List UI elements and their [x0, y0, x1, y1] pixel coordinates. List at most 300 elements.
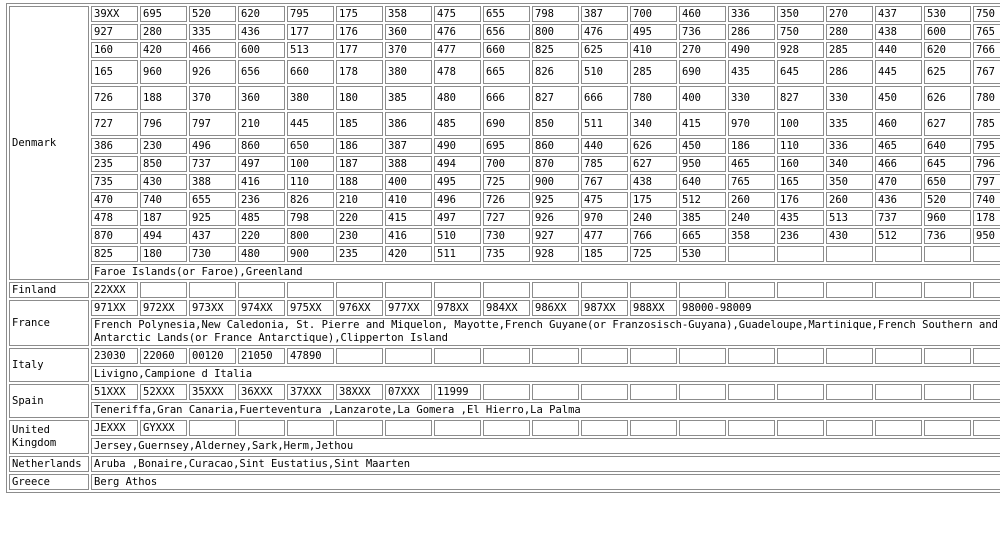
postal-code-cell [385, 282, 432, 298]
postal-code-cell: 236 [238, 192, 285, 208]
postal-code-cell: 485 [238, 210, 285, 226]
postal-code-cell [973, 246, 1000, 262]
table-row [9, 384, 1000, 400]
postal-code-cell: 330 [728, 86, 775, 110]
postal-code-cell [434, 420, 481, 436]
postal-code-cell: 358 [385, 6, 432, 22]
table-row [9, 138, 1000, 154]
postal-code-cell: 860 [532, 138, 579, 154]
postal-code-cell: 178 [336, 60, 383, 84]
postal-code-cell: 988XX [630, 300, 677, 316]
postal-code-cell: 511 [581, 112, 628, 136]
postal-code-cell: 827 [532, 86, 579, 110]
postal-code-cell: 960 [140, 60, 187, 84]
postal-code-cell: 445 [875, 60, 922, 84]
table-row [9, 438, 1000, 454]
postal-code-cell [140, 282, 187, 298]
postal-code-cell: 438 [630, 174, 677, 190]
postal-code-cell: 450 [679, 138, 726, 154]
postal-code-cell: 360 [238, 86, 285, 110]
postal-code-cell: 470 [875, 174, 922, 190]
postal-code-cell: 750 [777, 24, 824, 40]
postal-code-cell: 730 [483, 228, 530, 244]
postal-code-cell: 177 [336, 42, 383, 58]
postal-code-cell: 340 [826, 156, 873, 172]
postal-code-cell: 796 [973, 156, 1000, 172]
postal-code-cell [875, 282, 922, 298]
postal-code-cell: 700 [483, 156, 530, 172]
postal-code-cell [434, 348, 481, 364]
postal-code-cell: 520 [924, 192, 971, 208]
postal-code-cell: 476 [434, 24, 481, 40]
postal-code-cell: 188 [140, 86, 187, 110]
postal-code-cell: 494 [140, 228, 187, 244]
postal-code-cell: 800 [287, 228, 334, 244]
postal-code-cell: 971XX [91, 300, 138, 316]
postal-code-cell: 825 [532, 42, 579, 58]
postal-code-cell: 436 [875, 192, 922, 208]
postal-code-cell: 490 [434, 138, 481, 154]
postal-code-cell: 785 [973, 112, 1000, 136]
postal-code-cell [924, 384, 971, 400]
postal-code-cell: 660 [483, 42, 530, 58]
postal-code-cell: 180 [140, 246, 187, 262]
table-row [9, 6, 1000, 22]
postal-code-cell: 960 [924, 210, 971, 226]
postal-code-cell: 620 [238, 6, 285, 22]
postal-code-cell [581, 384, 628, 400]
postal-code-cell: 438 [875, 24, 922, 40]
postal-code-cell: 510 [434, 228, 481, 244]
postal-code-cell: 100 [777, 112, 824, 136]
postal-code-cell [238, 420, 285, 436]
postal-code-cell: 476 [581, 24, 628, 40]
table-row [9, 228, 1000, 244]
postal-code-cell: 987XX [581, 300, 628, 316]
postal-code-cell: 925 [532, 192, 579, 208]
postal-code-cell: 260 [728, 192, 775, 208]
postal-code-cell: 450 [875, 86, 922, 110]
postal-code-cell: 736 [924, 228, 971, 244]
postal-code-cell: 928 [532, 246, 579, 262]
postal-code-cell [287, 282, 334, 298]
postal-code-cell: 177 [287, 24, 334, 40]
postal-code-cell: 470 [91, 192, 138, 208]
postal-code-cell: 160 [777, 156, 824, 172]
postal-code-cell: 35XXX [189, 384, 236, 400]
postal-code-cell: 22XXX [91, 282, 138, 298]
postal-code-cell: 735 [483, 246, 530, 262]
postal-code-cell: 47890 [287, 348, 334, 364]
postal-code-cell: 625 [924, 60, 971, 84]
postal-code-cell: 460 [875, 112, 922, 136]
postal-code-cell [728, 420, 775, 436]
postal-code-cell [973, 420, 1000, 436]
postal-code-cell: 626 [630, 138, 677, 154]
postal-code-cell: 436 [238, 24, 285, 40]
postal-code-cell: 230 [336, 228, 383, 244]
postal-code-cell: 175 [630, 192, 677, 208]
postal-code-cell: 286 [728, 24, 775, 40]
postal-code-cell [679, 282, 726, 298]
postal-code-cell: 176 [777, 192, 824, 208]
postal-code-cell: 665 [679, 228, 726, 244]
postal-code-cell: 240 [630, 210, 677, 226]
postal-code-cell: 513 [287, 42, 334, 58]
postal-code-cell: 466 [875, 156, 922, 172]
postal-code-cell: 435 [728, 60, 775, 84]
postal-code-cell: 665 [483, 60, 530, 84]
postal-code-cell: 475 [581, 192, 628, 208]
postal-code-cell: 496 [434, 192, 481, 208]
postal-code-cell: 740 [973, 192, 1000, 208]
postal-code-cell [875, 384, 922, 400]
postal-code-cell: 51XXX [91, 384, 138, 400]
postal-code-cell: 766 [973, 42, 1000, 58]
postal-code-cell [924, 282, 971, 298]
postal-code-cell: 497 [238, 156, 285, 172]
postal-code-cell: 185 [581, 246, 628, 262]
postal-code-cell: 38XXX [336, 384, 383, 400]
postal-code-cell: 656 [238, 60, 285, 84]
postal-code-cell [728, 282, 775, 298]
postal-code-cell: 270 [679, 42, 726, 58]
postal-code-cell: 495 [434, 174, 481, 190]
postal-code-table [6, 3, 1000, 493]
territory-note-cell: Aruba ,Bonaire,Curacao,Sint Eustatius,Sint Maarten [91, 456, 1000, 472]
postal-code-cell: 270 [826, 6, 873, 22]
postal-code-cell: 512 [875, 228, 922, 244]
postal-code-cell: 900 [532, 174, 579, 190]
postal-code-cell: 730 [189, 246, 236, 262]
postal-code-cell [630, 384, 677, 400]
postal-code-cell: 240 [728, 210, 775, 226]
postal-code-cell [875, 420, 922, 436]
postal-code-cell: 478 [434, 60, 481, 84]
postal-code-cell: GYXXX [140, 420, 187, 436]
postal-code-cell: 850 [532, 112, 579, 136]
postal-code-cell: JEXXX [91, 420, 138, 436]
postal-code-cell: 850 [140, 156, 187, 172]
country-cell: Denmark [9, 6, 89, 280]
postal-code-cell: 767 [581, 174, 628, 190]
postal-code-cell [630, 348, 677, 364]
postal-code-cell: 700 [630, 6, 677, 22]
postal-code-cell [385, 348, 432, 364]
postal-code-cell [532, 420, 579, 436]
postal-code-cell: 497 [434, 210, 481, 226]
postal-code-cell: 160 [91, 42, 138, 58]
postal-code-cell [483, 420, 530, 436]
table-row [9, 156, 1000, 172]
postal-code-cell: 970 [581, 210, 628, 226]
postal-code-cell: 176 [336, 24, 383, 40]
postal-code-cell [336, 420, 383, 436]
postal-code-cell: 435 [777, 210, 824, 226]
postal-code-cell [777, 420, 824, 436]
table-row [9, 86, 1000, 110]
postal-code-cell: 98000-98009 [679, 300, 1000, 316]
postal-code-cell: 370 [385, 42, 432, 58]
postal-code-cell: 210 [336, 192, 383, 208]
postal-code-cell: 330 [826, 86, 873, 110]
postal-code-cell: 695 [140, 6, 187, 22]
postal-code-cell: 825 [91, 246, 138, 262]
postal-code-cell [777, 282, 824, 298]
country-cell: United Kingdom [9, 420, 89, 454]
postal-code-cell: 00120 [189, 348, 236, 364]
postal-code-cell: 480 [238, 246, 285, 262]
postal-code-cell: 640 [679, 174, 726, 190]
postal-code-cell: 480 [434, 86, 481, 110]
postal-code-cell: 972XX [140, 300, 187, 316]
postal-code-cell: 186 [728, 138, 775, 154]
postal-code-cell: 727 [91, 112, 138, 136]
postal-code-cell: 530 [679, 246, 726, 262]
postal-code-cell: 780 [973, 86, 1000, 110]
postal-code-cell [924, 246, 971, 262]
postal-code-cell: 870 [91, 228, 138, 244]
table-row [9, 318, 1000, 346]
postal-code-cell: 388 [385, 156, 432, 172]
postal-code-cell: 737 [875, 210, 922, 226]
postal-code-cell: 360 [385, 24, 432, 40]
table-row [9, 210, 1000, 226]
postal-code-cell: 494 [434, 156, 481, 172]
postal-code-cell: 495 [630, 24, 677, 40]
postal-code-cell: 797 [189, 112, 236, 136]
postal-code-cell [973, 348, 1000, 364]
postal-code-cell: 645 [924, 156, 971, 172]
postal-code-cell: 725 [483, 174, 530, 190]
table-row [9, 348, 1000, 364]
postal-code-cell: 640 [924, 138, 971, 154]
country-cell: Italy [9, 348, 89, 382]
postal-code-cell: 737 [189, 156, 236, 172]
postal-code-cell: 187 [336, 156, 383, 172]
postal-code-cell: 625 [581, 42, 628, 58]
postal-code-cell: 39XX [91, 6, 138, 22]
postal-code-cell: 415 [385, 210, 432, 226]
postal-code-cell [679, 384, 726, 400]
postal-code-cell: 900 [287, 246, 334, 262]
postal-code-cell: 477 [581, 228, 628, 244]
postal-code-cell: 180 [336, 86, 383, 110]
postal-code-cell: 175 [336, 6, 383, 22]
territory-note-cell: French Polynesia,New Caledonia, St. Pierre and Miquelon, Mayotte,French Guyane(or Franzosisch-Guyana),Guadeloupe,Martinique,French Southern and Antarctic Lands(or France Antarctique),Clipperton Island [91, 318, 1000, 346]
postal-code-cell: 178 [973, 210, 1000, 226]
postal-code-cell: 386 [91, 138, 138, 154]
postal-code-cell: 466 [189, 42, 236, 58]
postal-code-cell: 927 [532, 228, 579, 244]
postal-code-cell [581, 282, 628, 298]
table-row [9, 24, 1000, 40]
postal-code-cell: 974XX [238, 300, 285, 316]
postal-code-cell: 336 [826, 138, 873, 154]
territory-note-cell: Livigno,Campione d Italia [91, 366, 1000, 382]
table-row [9, 300, 1000, 316]
postal-code-cell: 400 [679, 86, 726, 110]
postal-code-cell [189, 282, 236, 298]
postal-code-cell: 236 [777, 228, 824, 244]
table-row [9, 192, 1000, 208]
postal-code-cell: 827 [777, 86, 824, 110]
postal-code-cell: 110 [777, 138, 824, 154]
postal-code-cell: 600 [238, 42, 285, 58]
postal-code-cell: 485 [434, 112, 481, 136]
table-row [9, 402, 1000, 418]
postal-code-cell: 478 [91, 210, 138, 226]
postal-code-cell: 36XXX [238, 384, 285, 400]
postal-code-cell: 210 [238, 112, 285, 136]
postal-code-cell: 510 [581, 60, 628, 84]
postal-code-cell [679, 348, 726, 364]
postal-code-cell: 766 [630, 228, 677, 244]
table-row [9, 420, 1000, 436]
postal-code-cell: 513 [826, 210, 873, 226]
postal-code-cell [483, 384, 530, 400]
postal-code-cell: 490 [728, 42, 775, 58]
postal-code-cell: 286 [826, 60, 873, 84]
postal-code-cell: 280 [140, 24, 187, 40]
postal-code-cell: 666 [483, 86, 530, 110]
postal-code-cell: 23030 [91, 348, 138, 364]
postal-code-cell: 740 [140, 192, 187, 208]
postal-code-cell: 385 [679, 210, 726, 226]
postal-code-cell: 188 [336, 174, 383, 190]
postal-code-cell [532, 282, 579, 298]
table-row [9, 60, 1000, 84]
postal-code-cell: 235 [91, 156, 138, 172]
postal-code-cell: 765 [728, 174, 775, 190]
postal-code-cell [630, 420, 677, 436]
postal-code-table-wrapper [6, 3, 996, 493]
postal-code-cell: 800 [532, 24, 579, 40]
postal-code-cell: 386 [385, 112, 432, 136]
postal-code-cell: 440 [875, 42, 922, 58]
postal-code-cell: 512 [679, 192, 726, 208]
postal-code-cell [581, 420, 628, 436]
postal-code-cell: 110 [287, 174, 334, 190]
postal-code-cell: 280 [826, 24, 873, 40]
postal-code-cell: 970 [728, 112, 775, 136]
postal-code-cell: 335 [826, 112, 873, 136]
postal-code-cell: 650 [924, 174, 971, 190]
postal-code-cell: 978XX [434, 300, 481, 316]
table-row [9, 42, 1000, 58]
postal-code-cell: 797 [973, 174, 1000, 190]
postal-code-cell: 340 [630, 112, 677, 136]
postal-code-cell [875, 348, 922, 364]
postal-code-cell: 928 [777, 42, 824, 58]
postal-code-cell: 437 [875, 6, 922, 22]
table-row [9, 474, 1000, 490]
postal-code-cell: 726 [91, 86, 138, 110]
postal-code-cell [581, 348, 628, 364]
postal-code-cell: 520 [189, 6, 236, 22]
postal-code-cell: 445 [287, 112, 334, 136]
postal-code-cell: 100 [287, 156, 334, 172]
postal-code-cell [287, 420, 334, 436]
postal-code-cell: 870 [532, 156, 579, 172]
postal-code-cell: 22060 [140, 348, 187, 364]
postal-code-cell: 627 [630, 156, 677, 172]
country-cell: France [9, 300, 89, 346]
postal-code-cell: 475 [434, 6, 481, 22]
postal-code-cell: 465 [875, 138, 922, 154]
postal-code-cell [777, 348, 824, 364]
territory-note-cell: Teneriffa,Gran Canaria,Fuerteventura ,Lanzarote,La Gomera ,El Hierro,La Palma [91, 402, 1000, 418]
postal-code-cell: 655 [483, 6, 530, 22]
postal-code-cell: 735 [91, 174, 138, 190]
postal-code-cell: 235 [336, 246, 383, 262]
table-row [9, 282, 1000, 298]
postal-code-cell [826, 384, 873, 400]
postal-code-cell: 690 [679, 60, 726, 84]
territory-note-cell: Faroe Islands(or Faroe),Greenland [91, 264, 1000, 280]
postal-code-cell [728, 348, 775, 364]
postal-code-cell: 230 [140, 138, 187, 154]
postal-code-cell: 350 [777, 6, 824, 22]
postal-code-cell: 220 [336, 210, 383, 226]
postal-code-cell: 765 [973, 24, 1000, 40]
postal-code-cell [973, 384, 1000, 400]
postal-code-cell: 387 [581, 6, 628, 22]
postal-code-cell: 530 [924, 6, 971, 22]
table-row [9, 264, 1000, 280]
postal-code-cell: 511 [434, 246, 481, 262]
postal-code-cell: 973XX [189, 300, 236, 316]
table-row [9, 456, 1000, 472]
postal-code-cell: 477 [434, 42, 481, 58]
postal-code-cell: 400 [385, 174, 432, 190]
postal-code-cell [532, 384, 579, 400]
postal-code-cell: 260 [826, 192, 873, 208]
postal-code-cell: 780 [630, 86, 677, 110]
postal-code-cell: 416 [238, 174, 285, 190]
postal-code-cell: 650 [287, 138, 334, 154]
postal-code-cell: 52XXX [140, 384, 187, 400]
postal-code-cell [777, 384, 824, 400]
postal-code-cell [728, 384, 775, 400]
postal-code-cell: 165 [777, 174, 824, 190]
country-cell: Spain [9, 384, 89, 418]
postal-code-cell [336, 282, 383, 298]
postal-code-cell: 370 [189, 86, 236, 110]
postal-code-cell [826, 348, 873, 364]
table-row [9, 366, 1000, 382]
postal-code-cell: 350 [826, 174, 873, 190]
postal-code-cell: 465 [728, 156, 775, 172]
postal-code-cell: 726 [483, 192, 530, 208]
postal-code-cell: 440 [581, 138, 628, 154]
postal-code-cell: 335 [189, 24, 236, 40]
postal-code-cell [483, 348, 530, 364]
postal-code-cell: 626 [924, 86, 971, 110]
postal-code-cell [483, 282, 530, 298]
postal-code-cell: 695 [483, 138, 530, 154]
postal-code-cell: 380 [287, 86, 334, 110]
postal-code-cell [385, 420, 432, 436]
postal-code-cell: 925 [189, 210, 236, 226]
postal-code-cell: 600 [924, 24, 971, 40]
postal-code-cell: 750 [973, 6, 1000, 22]
postal-code-cell: 420 [140, 42, 187, 58]
postal-code-cell: 336 [728, 6, 775, 22]
country-cell: Netherlands [9, 456, 89, 472]
postal-code-cell: 655 [189, 192, 236, 208]
country-cell: Finland [9, 282, 89, 298]
